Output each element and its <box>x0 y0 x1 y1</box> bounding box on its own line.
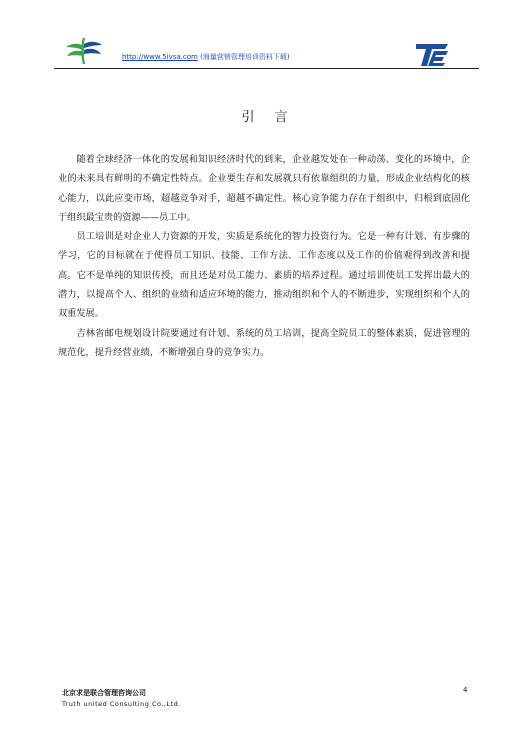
page-header <box>0 0 529 80</box>
body-text <box>58 150 470 362</box>
paragraph: 随着全球经济一体化的发展和知识经济时代的到来，企业越发处在一种动荡、变化的环境中，企业的未来具有鲜明的不确定性特点。企业要生存和发展就只有依靠组织的力量，形成企业结构化的核心能力，以此应变市场，超越竞争对手，超越不确定性。核心竞争能力存在于组织中，归根到底固化于组织最宝贵的资源——员工中。 <box>58 154 470 223</box>
page-title: 引言 <box>241 110 308 125</box>
truth-united-te-logo-icon <box>412 40 452 68</box>
header-source-link[interactable] <box>122 52 290 62</box>
header-description: (海量营销管理培训资料下载) <box>197 53 290 61</box>
green-blue-leaf-logo-icon <box>64 36 104 66</box>
paragraph: 员工培训是对企业人力资源的开发，实质是系统化的智力投资行为。它是一种有计划、有步骤的学习，它的目标就在于使得员工知识、技能、工作方法、工作态度以及工作的价值观得到改善和提高。它不是单纯的知识传授，而且还是对员工能力、素质的培养过程。通过培训使员工发挥出最大的潜力，以提高个人、组织的业绩和适应环境的能力，推动组织和个人的不断进步，实现组织和个人的双重发展。 <box>58 231 470 320</box>
page-number: 4 <box>463 686 468 694</box>
footer-company-english: Truth united Consulting Co.,Ltd. <box>62 700 181 708</box>
paragraph: 吉林省邮电规划设计院要通过有计划、系统的员工培训，提高全院员工的整体素质，促进管理的规范化，提升经营业绩，不断增强自身的竞争实力。 <box>58 327 470 358</box>
header-url[interactable]: http://www.5ivsa.com <box>122 53 198 61</box>
footer-company-name: 北京求是联合管理咨询公司 <box>62 689 146 697</box>
header-divider <box>54 68 479 69</box>
